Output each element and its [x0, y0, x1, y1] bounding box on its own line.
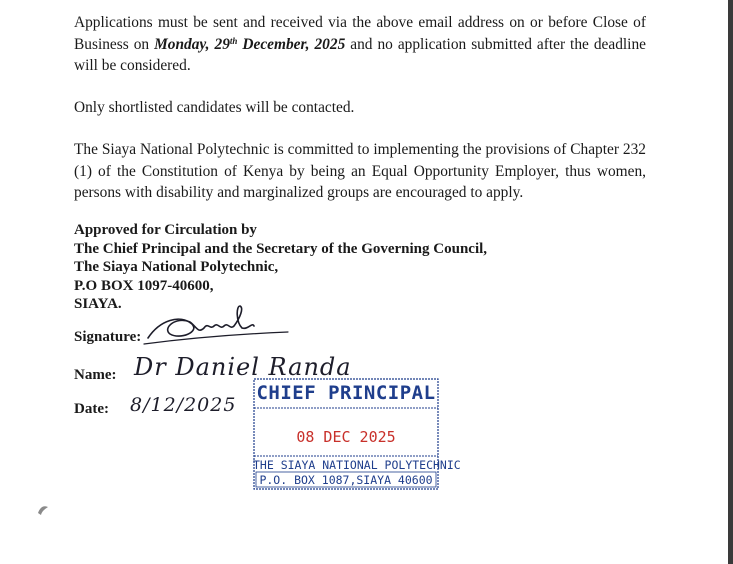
approval-line: Approved for Circulation by: [74, 222, 257, 238]
approval-line: P.O BOX 1097-40600,: [74, 277, 214, 294]
approval-line: The Siaya National Polytechnic,: [74, 259, 279, 275]
deadline-month-year: December, 2025: [237, 35, 346, 53]
signature-label: Signature:: [74, 329, 142, 345]
date-value: 8/12/2025: [130, 394, 237, 416]
stamp-title: CHIEF PRINCIPAL: [256, 382, 436, 404]
stamp-address: P.O. BOX 1087,SIAYA 40600: [259, 473, 433, 487]
name-value: Dr Daniel Randa: [134, 353, 352, 381]
name-label: Name:: [74, 367, 117, 383]
page-edge: [728, 0, 733, 564]
equal-opportunity-paragraph: The Siaya National Polytechnic is committed to implementing the provisions of Chapter 232 (1) of the Constitution of Kenya by being an Equal Opportunity Employer, thus women, persons with disability and marginalized groups are encouraged to apply.: [74, 141, 646, 201]
date-label: Date:: [74, 401, 109, 417]
ink-smudge: [36, 503, 50, 517]
shortlist-paragraph: Only shortlisted candidates will be contacted.: [74, 99, 355, 116]
approval-line: The Chief Principal and the Secretary of the Governing Council,: [74, 240, 488, 257]
stamp-org: THE SIAYA NATIONAL POLYTECHNIC: [253, 458, 461, 472]
deadline-tail: and no application submitted after the deadline will be considered.: [74, 35, 646, 74]
signature-scrawl: [140, 300, 300, 358]
deadline-paragraph: [74, 12, 646, 77]
deadline-day: Monday, 29: [154, 35, 230, 53]
approval-line: SIAYA.: [74, 296, 122, 312]
deadline-lead: Applications must be sent and received via the above email address on or before Close of Business on: [74, 14, 646, 53]
stamp-date: 08 DEC 2025: [296, 428, 396, 446]
official-stamp: [253, 378, 461, 490]
deadline-day-suffix: th: [229, 35, 238, 46]
